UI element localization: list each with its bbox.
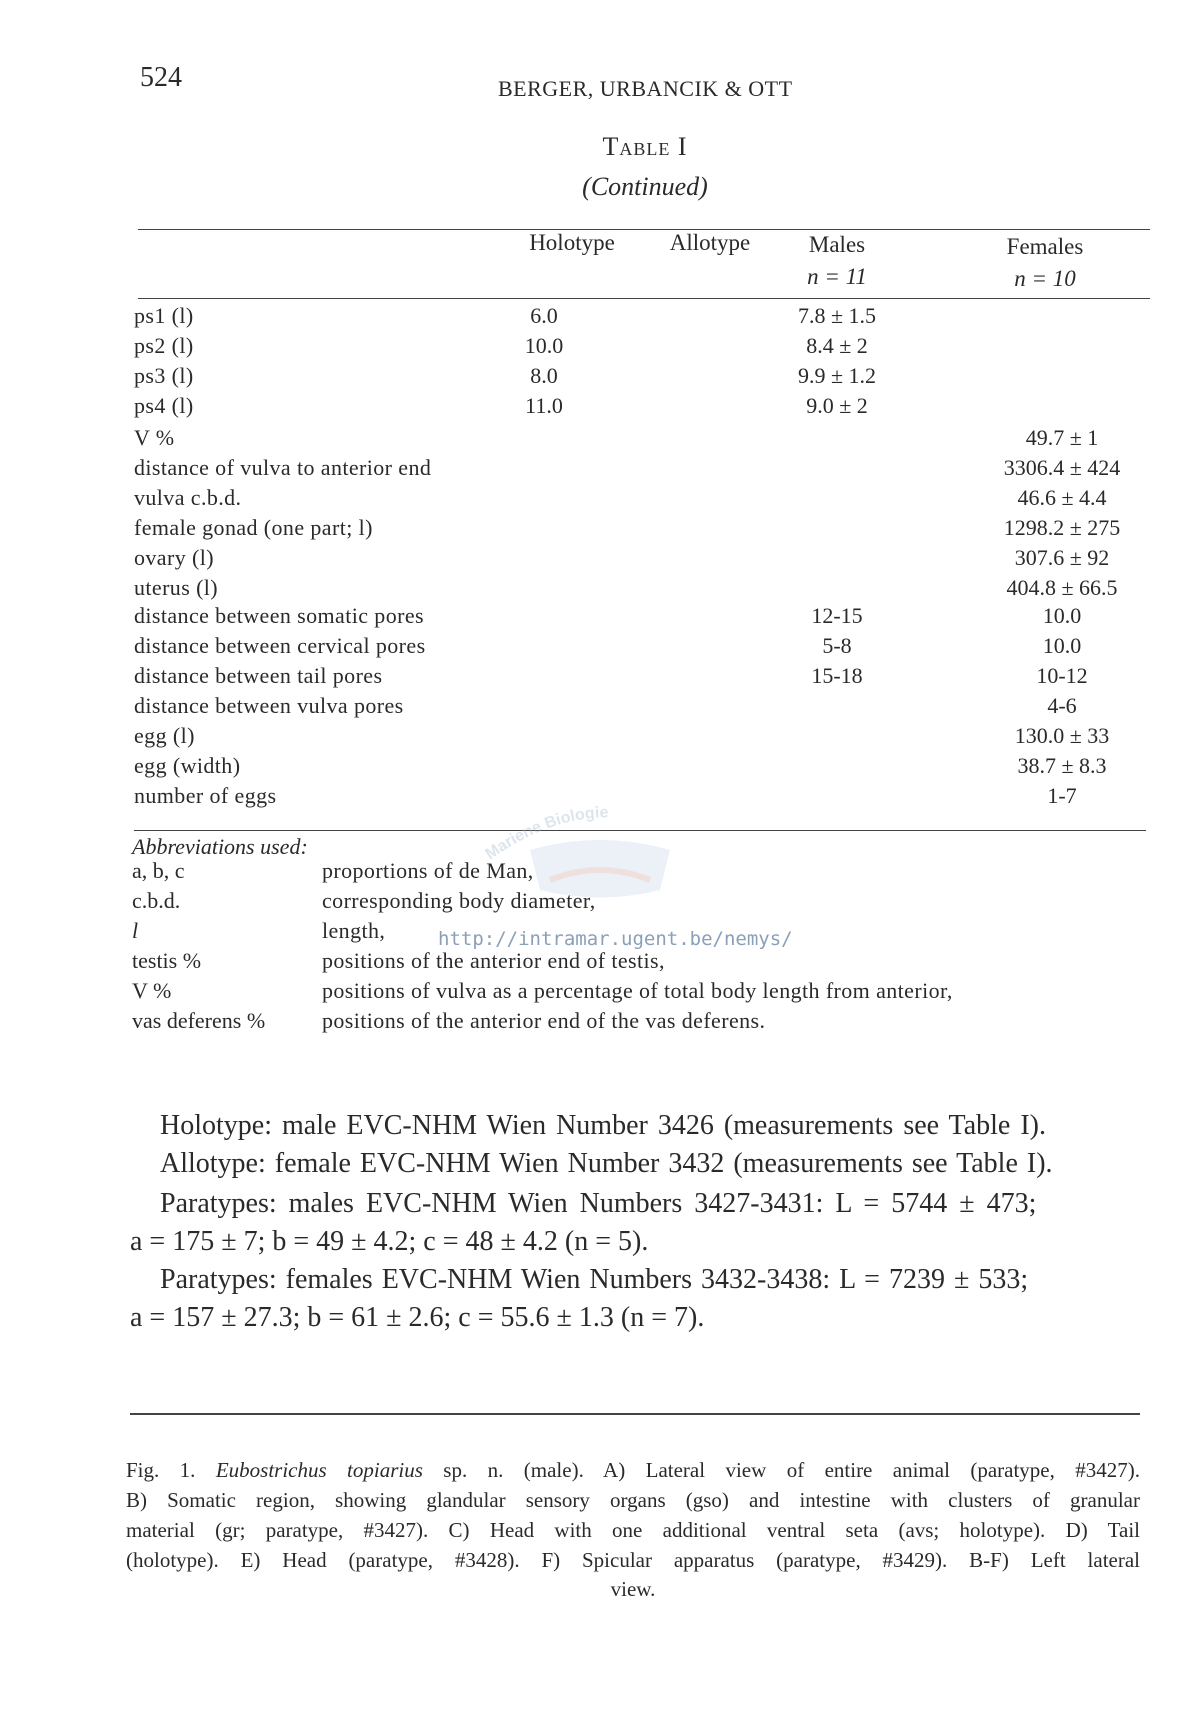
table-title: Table I (602, 132, 688, 161)
abbreviation-description: positions of the anterior end of testis, (322, 948, 665, 973)
running-head: BERGER, URBANCIK & OTT (498, 76, 793, 101)
col-header-females: Females (1006, 234, 1084, 259)
table-header-rule (138, 298, 1150, 299)
caption-rule (130, 1413, 1140, 1415)
row-label: distance between cervical pores (134, 633, 426, 658)
watermark-arc-text: Mariene Biologie (482, 804, 609, 864)
abbreviation-key: a, b, c (132, 858, 185, 883)
abbreviations-title: Abbreviations used: (132, 834, 308, 859)
row-label: ps3 (l) (134, 363, 194, 388)
abbreviation-key: vas deferens % (132, 1008, 266, 1033)
abbreviation-item (0, 948, 1199, 978)
cell-females: 307.6 ± 92 (1014, 545, 1110, 570)
abbreviation-description: proportions of de Man, (322, 858, 534, 883)
abbreviation-item (0, 1008, 1199, 1038)
figure-caption-line1 (126, 1456, 1140, 1484)
table-row (0, 545, 1199, 575)
cell-females: 404.8 ± 66.5 (1006, 575, 1118, 600)
col-header-males: Males (808, 232, 866, 257)
cell-females: 130.0 ± 33 (1014, 723, 1110, 748)
row-label: uterus (l) (134, 575, 219, 600)
cell-females: 38.7 ± 8.3 (1017, 753, 1107, 778)
table-row (0, 333, 1199, 363)
row-label: distance of vulva to anterior end (134, 455, 432, 480)
table-row (0, 693, 1199, 723)
caption-species: Eubostrichus topiarius (215, 1458, 423, 1482)
figure-caption-line2: B) Somatic region, showing glandular sensory organs (gso) and intestine with clusters of granular (126, 1488, 1140, 1512)
row-label: V % (134, 425, 175, 450)
row-label: ps2 (l) (134, 333, 194, 358)
figure-caption-line5: view. (610, 1577, 656, 1601)
table-row (0, 515, 1199, 545)
cell-males: 12-15 (811, 603, 863, 628)
table-row (0, 753, 1199, 783)
col-subheader-females: n = 10 (1014, 266, 1076, 291)
abbreviation-item (0, 978, 1199, 1008)
cell-holotype: 11.0 (525, 393, 563, 418)
cell-males: 9.0 ± 2 (806, 393, 868, 418)
figure-caption-line4: (holotype). E) Head (paratype, #3428). F) Spicular apparatus (paratype, #3429). B-F) Left lateral (126, 1548, 1140, 1572)
row-label: distance between vulva pores (134, 693, 404, 718)
table-top-rule (138, 229, 1150, 230)
col-header-holotype: Holotype (529, 230, 615, 255)
paratypes-females-line2: a = 157 ± 27.3; b = 61 ± 2.6; c = 55.6 ± 1.3 (n = 7). (130, 1302, 705, 1333)
table-row (0, 425, 1199, 455)
watermark-url: http://intramar.ugent.be/nemys/ (438, 928, 793, 950)
cell-females: 4-6 (1047, 693, 1077, 718)
caption-line1-rest: sp. n. (male). A) Lateral view of entire animal (paratype, #3427). (422, 1458, 1140, 1482)
paratypes-males-line2: a = 175 ± 7; b = 49 ± 4.2; c = 48 ± 4.2 (n = 5). (130, 1226, 649, 1257)
abbreviation-item (0, 858, 1199, 888)
cell-males: 8.4 ± 2 (806, 333, 868, 358)
row-label: number of eggs (134, 783, 277, 808)
col-header-allotype: Allotype (669, 230, 751, 255)
allotype-paragraph: Allotype: female EVC-NHM Wien Number 3432 (measurements see Table I). (160, 1148, 1053, 1179)
cell-holotype: 10.0 (524, 333, 564, 358)
cell-holotype: 8.0 (530, 363, 558, 388)
table-row (0, 633, 1199, 663)
table-row (0, 393, 1199, 423)
table-row (0, 723, 1199, 753)
table-row (0, 663, 1199, 693)
cell-females: 46.6 ± 4.4 (1017, 485, 1107, 510)
abbreviation-item (0, 918, 1199, 948)
cell-females: 49.7 ± 1 (1025, 425, 1099, 450)
row-label: ovary (l) (134, 545, 214, 570)
col-subheader-males: n = 11 (807, 264, 867, 289)
row-label: ps4 (l) (134, 393, 194, 418)
abbreviation-key: c.b.d. (132, 888, 181, 913)
abbreviation-description: length, (322, 918, 386, 943)
abbreviation-key: testis % (132, 948, 202, 973)
cell-holotype: 6.0 (530, 303, 558, 328)
figure-caption-line3: material (gr; paratype, #3427). C) Head with one additional ventral seta (avs; holotype). D) Tail (126, 1518, 1140, 1542)
cell-females: 10.0 (1042, 633, 1082, 658)
row-label: ps1 (l) (134, 303, 194, 328)
cell-females: 3306.4 ± 424 (1003, 455, 1121, 480)
caption-prefix: Fig. 1. (126, 1458, 216, 1482)
cell-males: 15-18 (811, 663, 863, 688)
table-row (0, 455, 1199, 485)
abbreviation-item (0, 888, 1199, 918)
table-row (0, 485, 1199, 515)
abbreviation-key: V % (132, 978, 172, 1003)
paratypes-males-line1: Paratypes: males EVC-NHM Wien Numbers 3427-3431: L = 5744 ± 473; (160, 1188, 1037, 1219)
cell-males: 5-8 (822, 633, 852, 658)
holotype-paragraph: Holotype: male EVC-NHM Wien Number 3426 (measurements see Table I). (160, 1110, 1046, 1141)
row-label: vulva c.b.d. (134, 485, 242, 510)
cell-females: 1-7 (1047, 783, 1077, 808)
cell-females: 10-12 (1036, 663, 1088, 688)
abbreviation-description: positions of the anterior end of the vas deferens. (322, 1008, 766, 1033)
abbreviation-description: positions of vulva as a percentage of total body length from anterior, (322, 978, 953, 1003)
table-row (0, 363, 1199, 393)
table-row (0, 303, 1199, 333)
row-label: female gonad (one part; l) (134, 515, 373, 540)
row-label: distance between tail pores (134, 663, 383, 688)
table-row (0, 575, 1199, 605)
row-label: distance between somatic pores (134, 603, 424, 628)
abbreviation-description: corresponding body diameter, (322, 888, 596, 913)
table-row (0, 603, 1199, 633)
paratypes-females-line1: Paratypes: females EVC-NHM Wien Numbers 3432-3438: L = 7239 ± 533; (160, 1264, 1029, 1295)
cell-females: 10.0 (1042, 603, 1082, 628)
row-label: egg (l) (134, 723, 195, 748)
page-number: 524 (140, 62, 182, 93)
table-subtitle: (Continued) (582, 172, 708, 201)
row-label: egg (width) (134, 753, 241, 778)
cell-males: 7.8 ± 1.5 (797, 303, 877, 328)
abbreviation-key: l (132, 918, 139, 943)
cell-females: 1298.2 ± 275 (1003, 515, 1121, 540)
cell-males: 9.9 ± 1.2 (797, 363, 877, 388)
